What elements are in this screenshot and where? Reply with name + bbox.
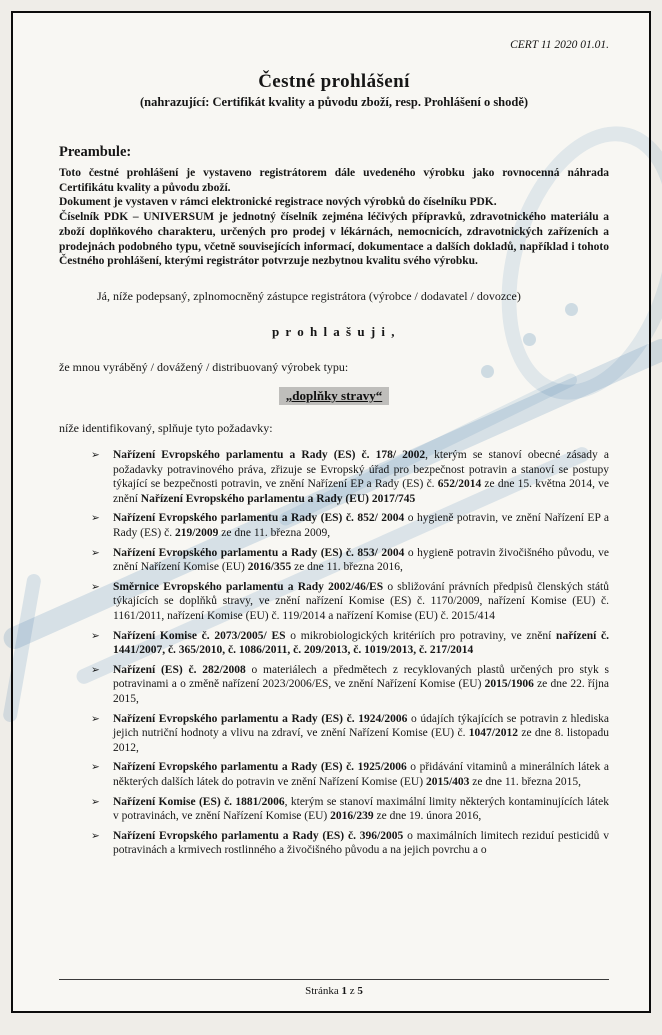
product-type-wrap	[59, 387, 609, 405]
bullet-arrow-icon: ➢	[91, 829, 100, 842]
list-item-text: Nařízení Evropského parlamentu a Rady (ES) č. 178/ 2002, kterým se stanoví obecné zásady a požadavky potravinového práva, zřizuje se Evropský úřad pro bezpečnost potravin a stanoví se postupy týkající se bezpečnosti potravin, ve znění Nařízení EP a Rady (ES) č. 652/2014 ze dne 15. května 2014, ve znění Nařízení Evropského parlamentu a Rady (EU) 2017/745	[113, 449, 610, 505]
document-content	[59, 39, 609, 999]
list-item	[91, 629, 609, 658]
bullet-arrow-icon: ➢	[91, 512, 100, 525]
bullet-arrow-icon: ➢	[91, 761, 100, 774]
list-item	[91, 663, 609, 707]
list-item-text: Nařízení Evropského parlamentu a Rady (ES) č. 853/ 2004 o hygienē potravin živočišného původu, ve znění Nařízení Komise (EU) 2016/355 ze dne 11. března 2016,	[113, 546, 610, 574]
preamble-section	[59, 166, 609, 269]
product-type-line: že mnou vyráběný / dovážený / distribuovaný výrobek typu:	[59, 360, 349, 375]
list-item	[91, 448, 609, 506]
list-item	[91, 580, 609, 624]
preamble-paragraph: Číselník PDK – UNIVERSUM je jednotný číselník zejména léčivých přípravků, zdravotnického materiálu a zboží doplňkového charakteru, určených pro prodej v lékárnách, nemocnicích, zdravotnických zařízeních a prodejnách podobného typu, včetně souvisejících informací, dokumentace a dalších dokladů, například i tohoto Čestného prohlášení, kterými registrátor potvrzuje nezbytnou kvalitu svého výrobku.	[59, 211, 609, 268]
footer-total-pages: 5	[357, 985, 363, 997]
bullet-arrow-icon: ➢	[91, 580, 100, 593]
document-code: CERT 11 2020 01.01.	[510, 39, 609, 51]
declaration-intro: Já, níže podepsaný, zplnomocněný zástupce registrátora (výrobce / dodavatel / dovozce)	[97, 289, 521, 304]
footer-page-number: 1	[341, 985, 347, 997]
list-item-text: Nařízení Komise (ES) č. 1881/2006, kterým se stanoví maximální limity některých kontaminujících látek v potravinách, ve znění Nařízení Komise (EU) 2016/239 ze dne 19. února 2016,	[113, 795, 609, 823]
bullet-arrow-icon: ➢	[91, 546, 100, 559]
list-item-text: Nařízení Evropského parlamentu a Rady (ES) č. 396/2005 o maximálních limitech reziduí pesticidů v potravinách a krmivech rostlinného a živočišného původu a na jejich povrchu a o	[113, 829, 610, 857]
page-footer	[59, 979, 609, 999]
list-item-text: Směrnice Evropského parlamentu a Rady 2002/46/ES o sbližování právních předpisů členských států týkajících se doplňků stravy, ve znění nařízení Komise (ES) č. 1170/2009, nařízení Komise (EU) č. 1161/2011, nařízení Komise (EU) č. 119/2014 a nařízení Komise (EU) č. 2015/414	[113, 580, 609, 622]
preamble-heading: Preambule:	[59, 144, 132, 160]
requirements-intro: níže identifikovaný, splňuje tyto požadavky:	[59, 421, 273, 436]
document-subtitle: (nahrazující: Certifikát kvality a původu zboží, resp. Prohlášení o shodě)	[139, 95, 529, 109]
bullet-arrow-icon: ➢	[91, 629, 100, 642]
list-item-text: Nařízení Evropského parlamentu a Rady (ES) č. 1924/2006 o údajích týkajících se potravin z hlediska jejich nutriční hodnoty a vlivu na zdraví, ve znění Nařízení Komise (EU) č. 1047/2012 ze dne 8. listopadu 2012,	[113, 712, 609, 754]
list-item-text: Nařízení (ES) č. 282/2008 o materiálech a předmětech z recyklovaných plastů určených pro styk s potravinami a o změně nařízení 2023/2006/ES, ve znění Nařízení Komise (EU) 2015/1906 ze dne 22. října 2015,	[113, 663, 609, 705]
bullet-arrow-icon: ➢	[91, 663, 100, 676]
list-item	[91, 712, 609, 756]
list-item	[91, 511, 609, 540]
watermark-stroke	[2, 573, 42, 723]
preamble-paragraph: Toto čestné prohlášení je vystaveno registrátorem dále uvedeného výrobku jako rovnocenná náhrada Certifikátu kvality a původu zboží.	[59, 167, 609, 194]
bullet-arrow-icon: ➢	[91, 795, 100, 808]
list-item	[91, 795, 609, 824]
document-title: Čestné prohlášení	[258, 71, 410, 92]
product-type-highlight: „doplňky stravy“	[279, 387, 389, 405]
preamble-paragraph: Dokument je vystaven v rámci elektronické registrace nových výrobků do číselníku PDK.	[59, 196, 497, 209]
footer-middle: z	[346, 985, 358, 997]
requirements-list	[59, 448, 609, 863]
declaration-verb: p r o h l a š u j i ,	[271, 324, 397, 340]
list-item	[91, 829, 609, 858]
list-item-text: Nařízení Evropského parlamentu a Rady (ES) č. 852/ 2004 o hygieně potravin, ve znění Nařízení EP a Rady (ES) č. 219/2009 ze dne 11. března 2009,	[113, 512, 610, 539]
bullet-arrow-icon: ➢	[91, 449, 100, 462]
list-item-text: Nařízení Komise č. 2073/2005/ ES o mikrobiologických kritériích pro potraviny, ve znění nařízení č. 1441/2007, č. 365/2010, č. 1086/2011, č. 209/2013, č. 1019/2013, č. 217/2014	[113, 629, 609, 657]
bullet-arrow-icon: ➢	[91, 712, 100, 725]
list-item-text: Nařízení Evropského parlamentu a Rady (ES) č. 1925/2006 o přidávání vitaminů a minerálních látek a některých dalších látek do potravin ve znění Nařízení Komise (EU) 2015/403 ze dne 11. března 2015,	[113, 761, 610, 788]
document-page	[11, 11, 651, 1013]
list-item	[91, 546, 609, 575]
footer-prefix: Stránka	[305, 985, 342, 997]
list-item	[91, 760, 609, 789]
